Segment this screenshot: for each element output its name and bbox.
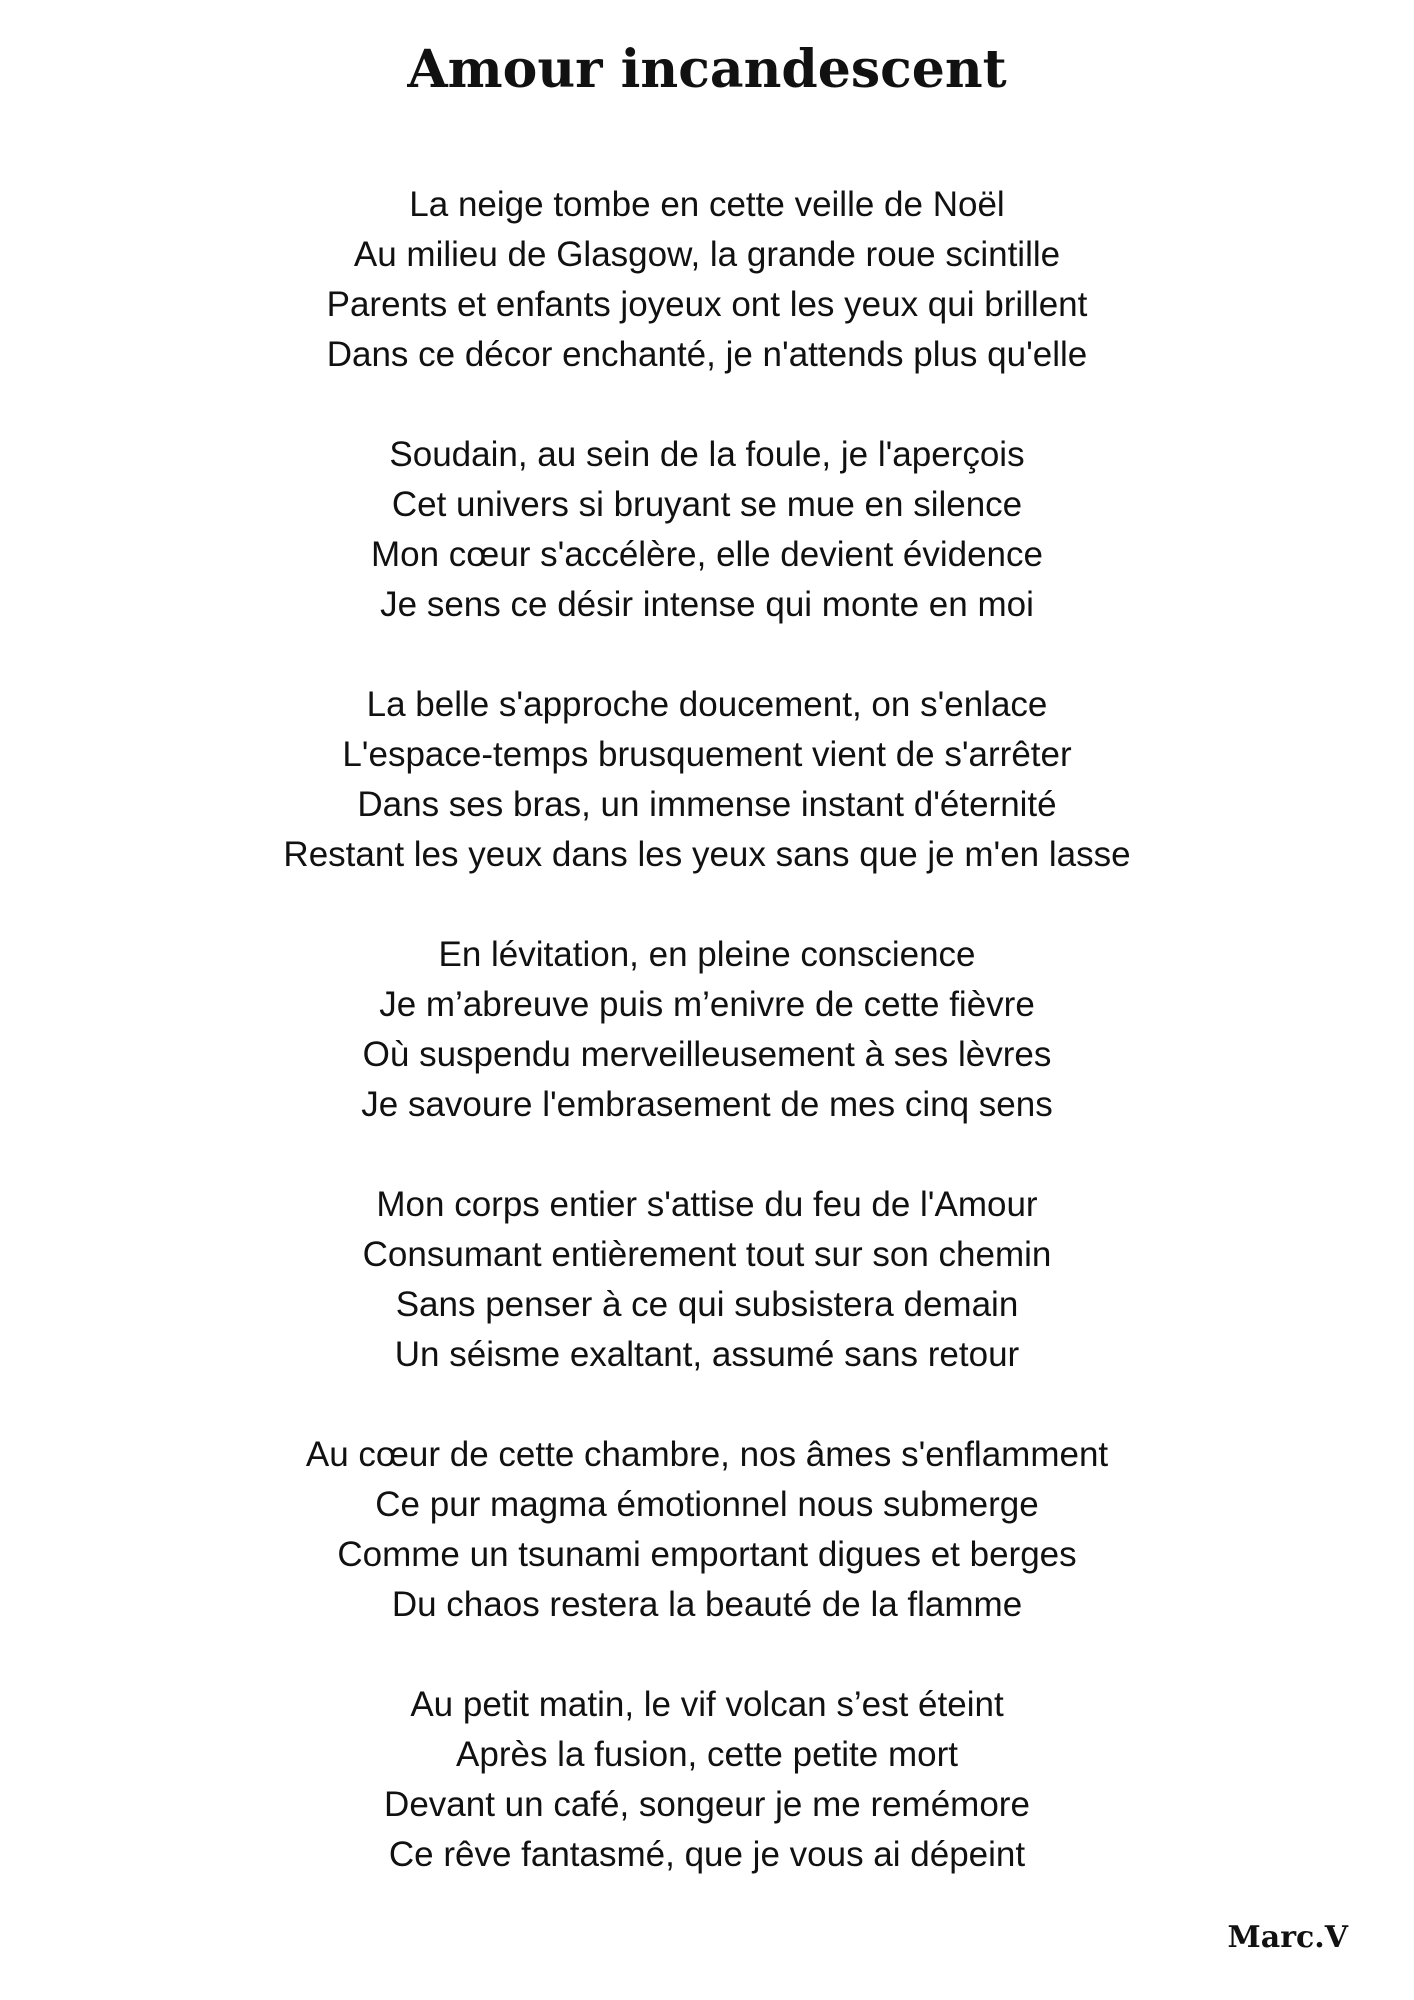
poem-line: Un séisme exaltant, assumé sans retour — [394, 1335, 1020, 1374]
poem-line: Au cœur de cette chambre, nos âmes s'enflamment — [305, 1435, 1109, 1474]
poem-line: Mon corps entier s'attise du feu de l'Amour — [376, 1185, 1038, 1224]
poem-line: Mon cœur s'accélère, elle devient évidence — [370, 535, 1043, 574]
poem-line: Comme un tsunami emportant digues et berges — [337, 1535, 1077, 1574]
poem-line: Au milieu de Glasgow, la grande roue scintille — [353, 235, 1061, 274]
poem-line: La belle s'approche doucement, on s'enlace — [366, 685, 1048, 724]
poem-line: Consumant entièrement tout sur son chemin — [362, 1235, 1052, 1274]
poem-line: Dans ses bras, un immense instant d'éternité — [357, 785, 1057, 824]
poem-line: Ce pur magma émotionnel nous submerge — [375, 1485, 1039, 1524]
poem-line: Sans penser à ce qui subsistera demain — [395, 1285, 1019, 1324]
poem-line: Parents et enfants joyeux ont les yeux qui brillent — [326, 285, 1088, 324]
poem-line: Au petit matin, le vif volcan s’est éteint — [410, 1685, 1004, 1724]
stanza — [0, 1680, 1414, 1880]
poem-line: Je sens ce désir intense qui monte en moi — [380, 585, 1034, 624]
poem-line: Je m’abreuve puis m’enivre de cette fièvre — [379, 985, 1035, 1024]
poem-line: Du chaos restera la beauté de la flamme — [391, 1585, 1023, 1624]
poem-line: Cet univers si bruyant se mue en silence — [391, 485, 1023, 524]
poem-title: Amour incandescent — [407, 39, 1007, 100]
poem-line: Où suspendu merveilleusement à ses lèvres — [362, 1035, 1052, 1074]
poem-line: Ce rêve fantasmé, que je vous ai dépeint — [388, 1835, 1026, 1874]
poem-body — [0, 180, 1414, 1930]
stanza — [0, 1430, 1414, 1630]
stanza — [0, 1180, 1414, 1380]
poem-line: Après la fusion, cette petite mort — [456, 1735, 958, 1774]
stanza — [0, 680, 1414, 880]
stanza — [0, 930, 1414, 1130]
poem-line: Restant les yeux dans les yeux sans que je m'en lasse — [283, 835, 1131, 874]
poem-line: La neige tombe en cette veille de Noël — [409, 185, 1005, 224]
poem-line: Dans ce décor enchanté, je n'attends plus qu'elle — [326, 335, 1088, 374]
stanza — [0, 180, 1414, 380]
poem-line: Devant un café, songeur je me remémore — [384, 1785, 1030, 1824]
stanza — [0, 430, 1414, 630]
poem-line: En lévitation, en pleine conscience — [438, 935, 976, 974]
poem-line: Je savoure l'embrasement de mes cinq sens — [361, 1085, 1053, 1124]
poem-line: L'espace-temps brusquement vient de s'arrêter — [342, 735, 1072, 774]
author-signature: Marc.V — [1227, 1920, 1348, 1955]
poem-line: Soudain, au sein de la foule, je l'aperçois — [389, 435, 1025, 474]
